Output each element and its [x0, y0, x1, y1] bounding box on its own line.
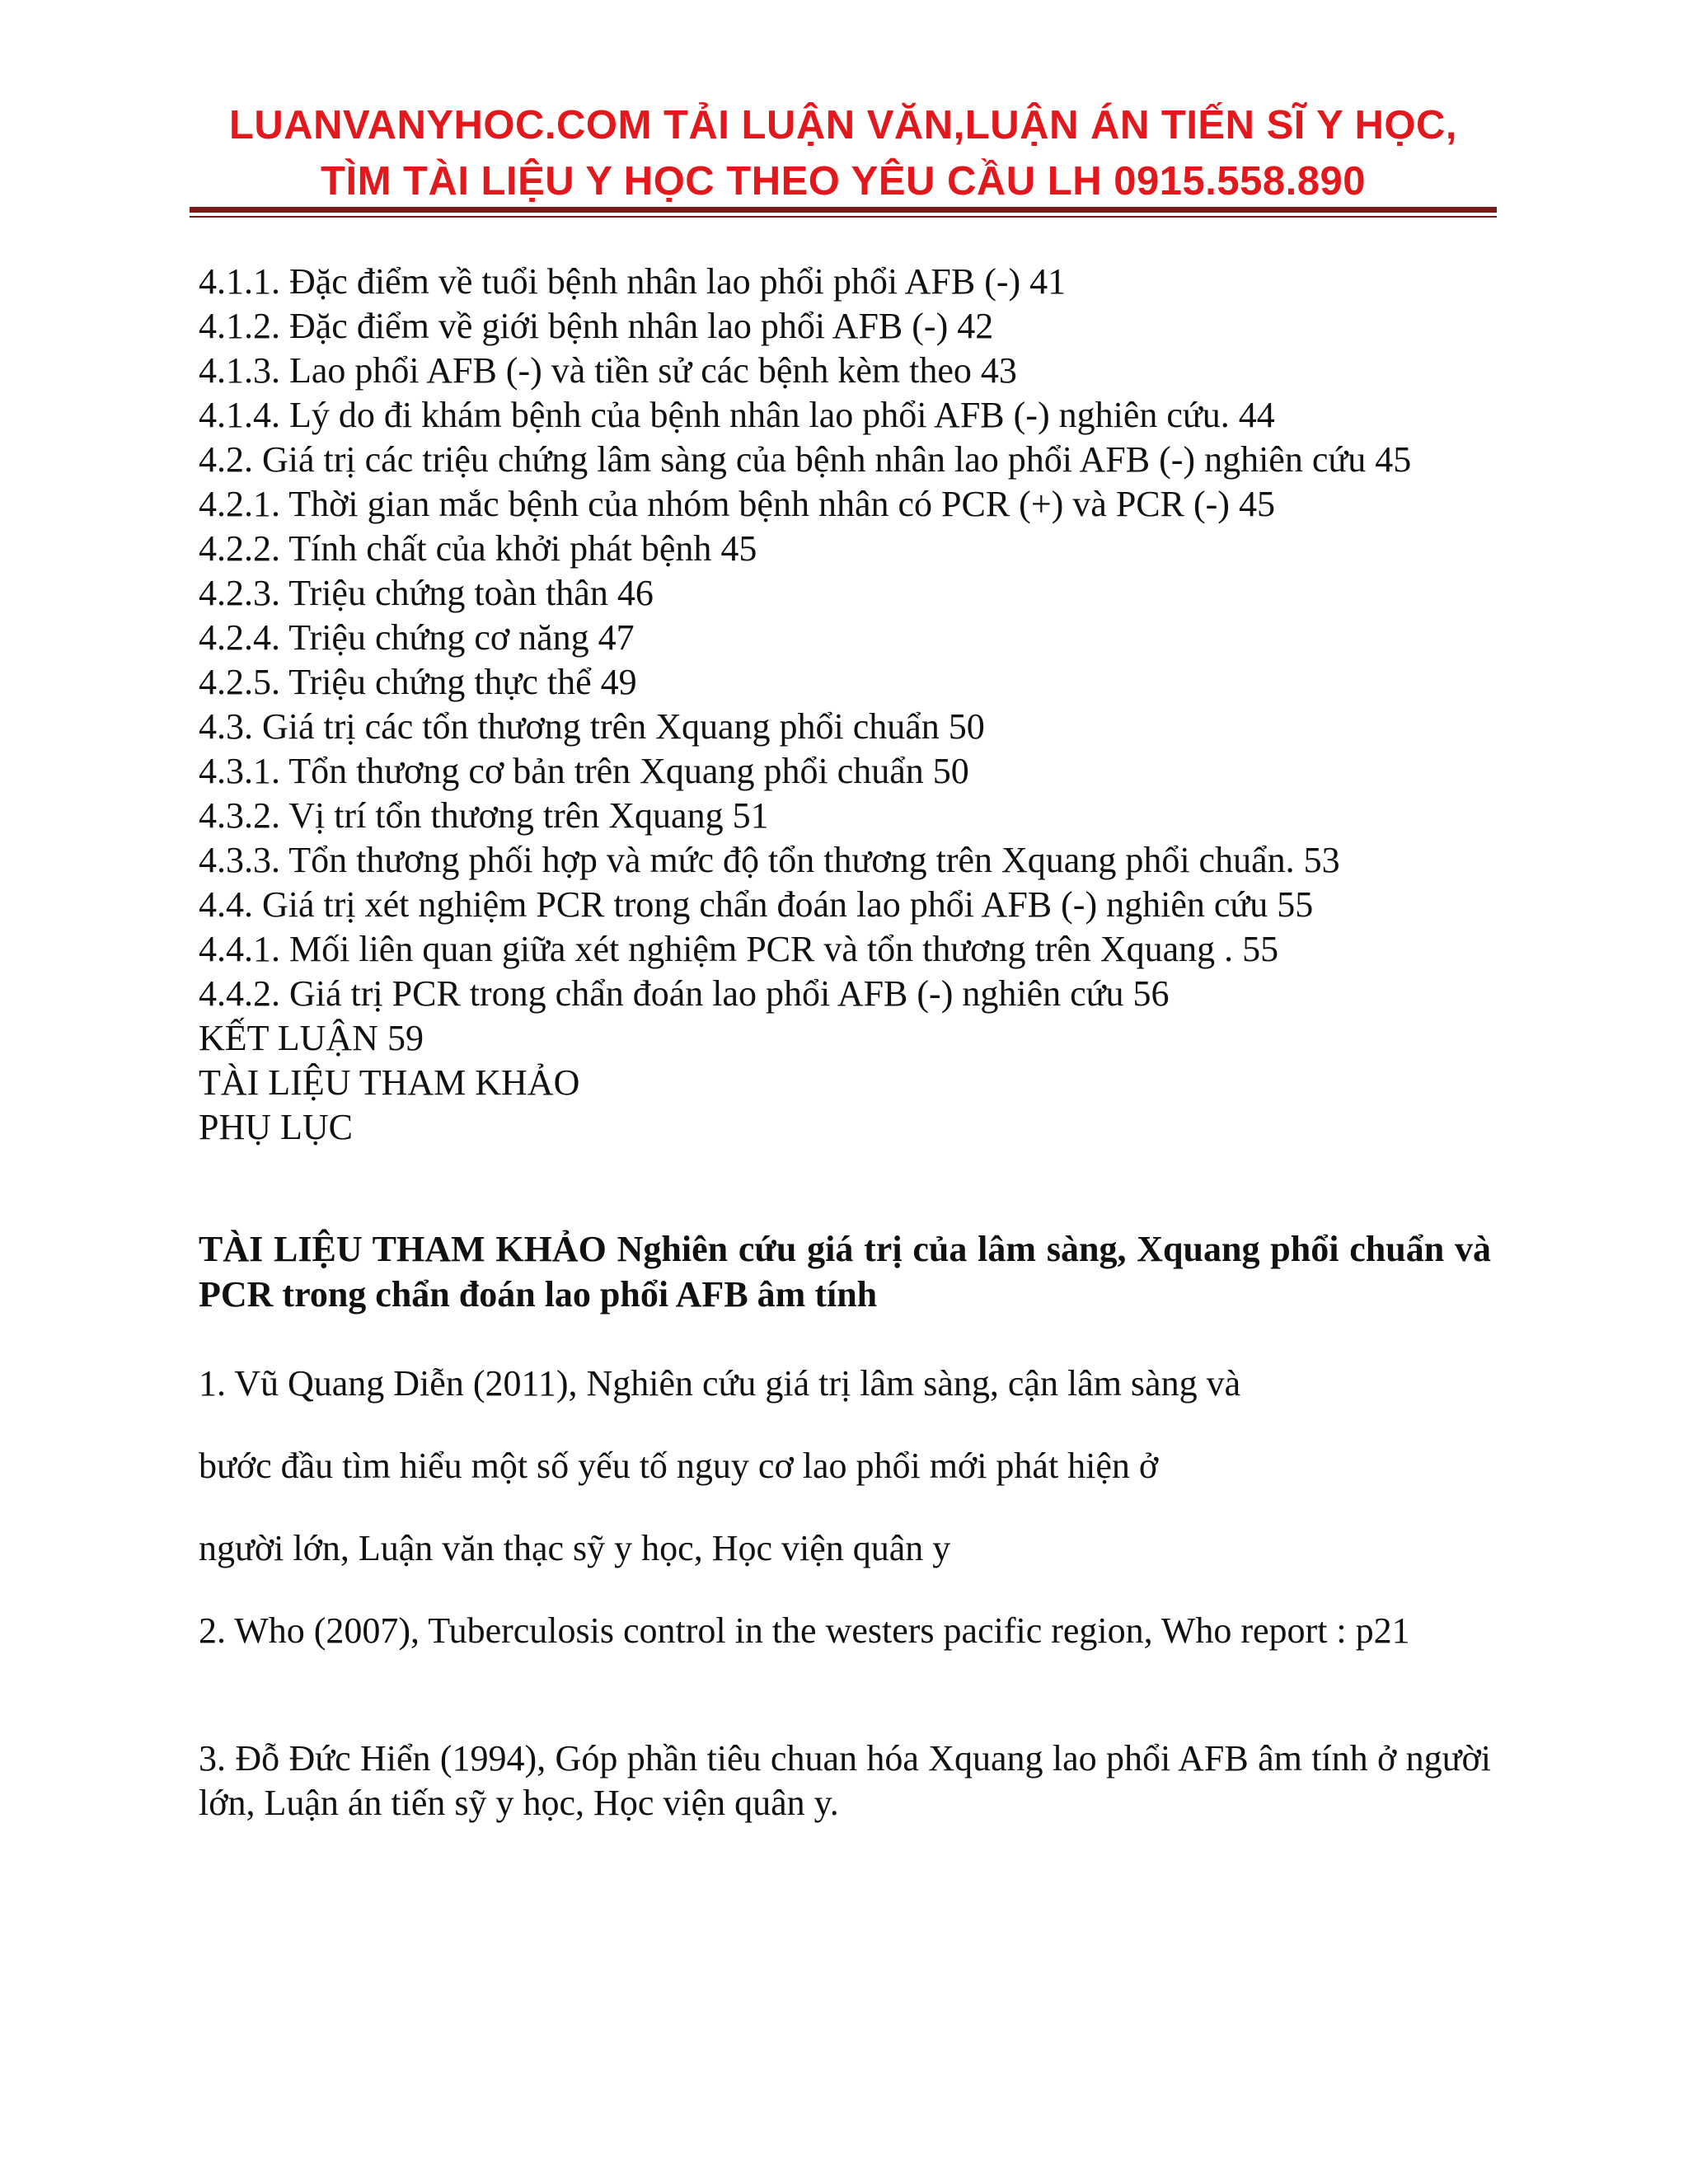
toc-item: 4.1.3. Lao phổi AFB (-) và tiền sử các bệnh kèm theo 43	[199, 350, 1017, 391]
toc-item: 4.1.1. Đặc điểm về tuổi bệnh nhân lao phổi phổi AFB (-) 41	[199, 261, 1067, 302]
toc-item: 4.3.3. Tổn thương phối hợp và mức độ tổn thương trên Xquang phổi chuẩn. 53	[199, 840, 1340, 880]
toc-item: 4.4. Giá trị xét nghiệm PCR trong chẩn đoán lao phổi AFB (-) nghiên cứu 55	[199, 884, 1314, 925]
header-line-1: LUANVANYHOC.COM TẢI LUẬN VĂN,LUẬN ÁN TIẾN SĨ Y HỌC,	[228, 103, 1458, 148]
toc-item: 4.1.2. Đặc điểm về giới bệnh nhân lao phổi AFB (-) 42	[199, 306, 994, 346]
references-heading: TÀI LIỆU THAM KHẢO Nghiên cứu giá trị của lâm sàng, Xquang phổi chuẩn và PCR trong chẩn đoán lao phổi AFB âm tính	[199, 1229, 1491, 1315]
reference-1-line-2: bước đầu tìm hiểu một số yếu tố nguy cơ lao phổi mới phát hiện ở	[199, 1446, 1159, 1486]
toc-item: 4.3.2. Vị trí tổn thương trên Xquang 51	[199, 795, 769, 836]
toc-item: 4.3.1. Tổn thương cơ bản trên Xquang phổi chuẩn 50	[199, 751, 969, 791]
toc-item: 4.2.5. Triệu chứng thực thể 49	[199, 662, 637, 702]
toc-item: 4.3. Giá trị các tổn thương trên Xquang phổi chuẩn 50	[199, 706, 985, 747]
page-header	[190, 97, 1497, 209]
reference-2: 2. Who (2007), Tuberculosis control in the westers pacific region, Who report : p21	[199, 1610, 1410, 1651]
table-of-contents	[199, 260, 1501, 1150]
toc-item: 4.2.2. Tính chất của khởi phát bệnh 45	[199, 528, 757, 569]
reference-1-line-3: người lớn, Luận văn thạc sỹ y học, Học viện quân y	[199, 1528, 951, 1568]
toc-item: PHỤ LỤC	[199, 1107, 354, 1147]
toc-item: 4.4.2. Giá trị PCR trong chẩn đoán lao phổi AFB (-) nghiên cứu 56	[199, 973, 1170, 1014]
toc-item: 4.2.1. Thời gian mắc bệnh của nhóm bệnh nhân có PCR (+) và PCR (-) 45	[199, 484, 1275, 524]
toc-item: 4.2.4. Triệu chứng cơ năng 47	[199, 617, 635, 658]
toc-item: TÀI LIỆU THAM KHẢO	[199, 1062, 580, 1103]
toc-item: 4.1.4. Lý do đi khám bệnh của bệnh nhân lao phổi AFB (-) nghiên cứu. 44	[199, 395, 1275, 435]
toc-item: 4.4.1. Mối liên quan giữa xét nghiệm PCR và tổn thương trên Xquang . 55	[199, 929, 1279, 969]
header-divider-thick	[190, 207, 1497, 213]
toc-item: 4.2.3. Triệu chứng toàn thân 46	[199, 573, 654, 613]
reference-3: 3. Đỗ Đức Hiển (1994), Góp phần tiêu chuan hóa Xquang lao phổi AFB âm tính ở người lớn, Luận án tiến sỹ y học, Học viện quân y.	[199, 1738, 1491, 1823]
toc-item: KẾT LUẬN 59	[199, 1018, 424, 1058]
header-line-2: TÌM TÀI LIỆU Y HỌC THEO YÊU CẦU LH 0915.558.890	[321, 159, 1366, 204]
header-divider-thin	[190, 216, 1497, 218]
reference-1-line-1: 1. Vũ Quang Diễn (2011), Nghiên cứu giá trị lâm sàng, cận lâm sàng và	[199, 1363, 1241, 1404]
toc-item: 4.2. Giá trị các triệu chứng lâm sàng của bệnh nhân lao phổi AFB (-) nghiên cứu 45	[199, 439, 1412, 480]
